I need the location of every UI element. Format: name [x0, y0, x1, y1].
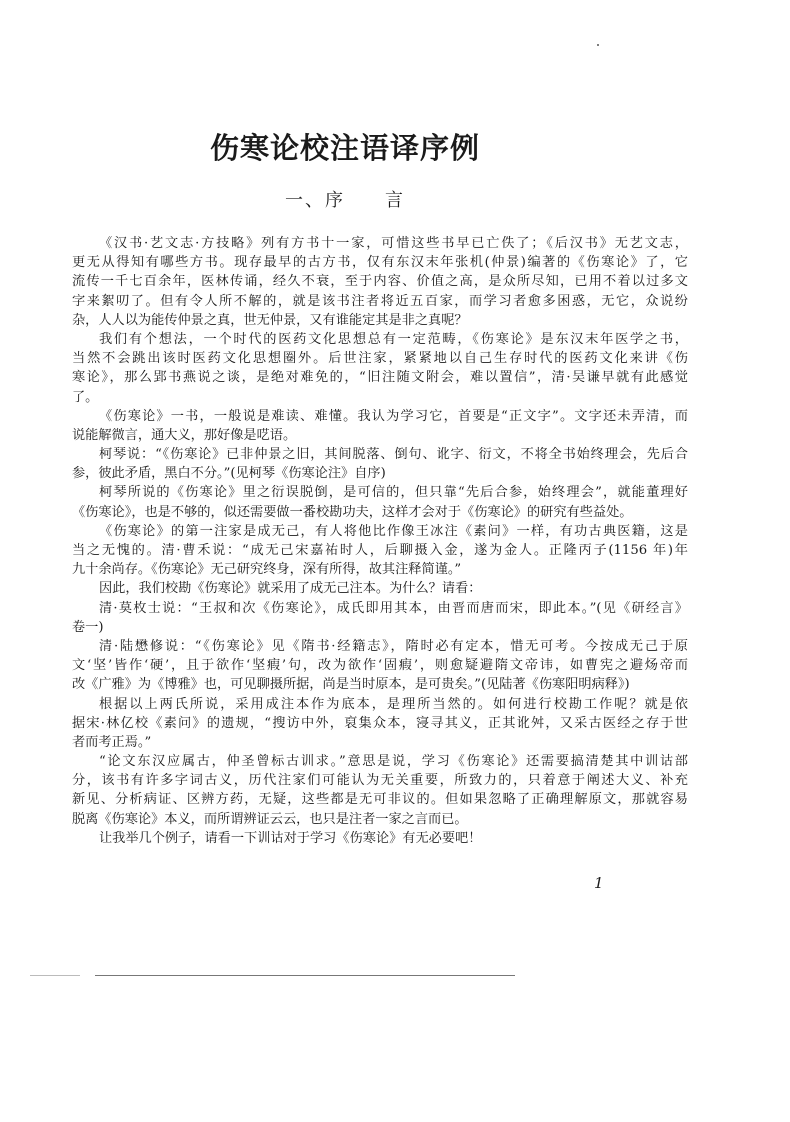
paragraph — [72, 752, 688, 829]
text-line: 分，该书有许多字词古义，历代注家们可能认为无关重要，所致力的，只着意于阐述大义、补充 — [72, 773, 688, 789]
text-line: 新见、分析病证、区辨方药，无疑，这些都是无可非议的。但如果忽略了正确理解原文，那就容易 — [72, 792, 688, 808]
text-line: 因此，我们校勘《伤寒论》就采用了成无己注本。为什么？请看： — [99, 581, 482, 597]
text-line: 《伤寒论》的第一注家是成无己，有人将他比作像王冰注《素问》一样，有功古典医籍，这是 — [99, 523, 688, 539]
text-line: 根据以上两氏所说，采用成注本作为底本，是理所当然的。如何进行校勘工作呢？就是依 — [99, 696, 688, 712]
text-line: 据宋·林亿校《素问》的遗规，“搜访中外，裒集众本，寖寻其义，正其讹舛，又采古医经之存于世 — [72, 715, 688, 731]
document-body — [72, 234, 688, 848]
text-line: 寒论》，那么郢书燕说之谈，是绝对难免的，“旧注随文附会，难以置信”，清·吴谦早就有此感觉 — [72, 370, 688, 386]
text-line: 当之无愧的。清·曹禾说：“成无己宋嘉祐时人，后聊摄入金，遂为金人。正隆丙子(1156 年)年 — [72, 543, 688, 558]
text-line: 当然不会跳出该时医药文化思想圈外。后世注家，紧紧地以自己生存时代的医药文化来讲《伤 — [72, 351, 688, 367]
paragraph — [72, 407, 688, 445]
document-title: 伤寒论校注语译序例 — [209, 131, 480, 165]
text-line: 九十余尚存。《伤寒论》无己研究终身，深有所得，故其注释简谨。” — [72, 562, 462, 578]
paragraph — [72, 579, 688, 598]
paragraph — [72, 445, 688, 483]
text-line: 改《广雅》为《博雅》也，可见聊摄所据，尚是当时原本，是可贵矣。”(见陆著《伤寒阳明病释》) — [72, 677, 630, 693]
paragraph — [72, 695, 688, 753]
text-line: “论文东汉应属古，仲圣曾标古训求。”意思是说，学习《伤寒论》还需要搞清楚其中训诂部 — [99, 754, 688, 770]
scan-edge-line — [30, 975, 80, 976]
paragraph — [72, 599, 688, 637]
scan-speck — [597, 44, 599, 46]
section-heading: 一、序 言 — [285, 190, 405, 211]
text-line: 文‘坚’皆作‘硬’，且于欲作‘坚瘕’句，改为欲作‘固瘕’，则愈疑避隋文帝讳，如曹宪之避炀帝而 — [72, 658, 688, 674]
text-line: 清·莫枚士说：“王叔和次《伤寒论》，成氏即用其本，由晋而唐而宋，即此本。”(见《研经言》 — [99, 600, 688, 616]
text-line: 清·陆懋修说：“《伤寒论》见《隋书·经籍志》，隋时必有定本，惜无可考。今按成无己于原 — [99, 638, 688, 654]
page-number: 1 — [594, 874, 604, 892]
paragraph — [72, 829, 688, 848]
text-line: 脱离《伤寒论》本义，而所谓辨证云云，也只是注者一家之言而已。 — [72, 811, 468, 827]
text-line: 更无从得知有哪些方书。现存最早的古方书，仅有东汉末年张机(仲景)编著的《伤寒论》了，它 — [72, 255, 688, 271]
text-line: 流传一千七百余年，医林传诵，经久不衰，至于内容、价值之高，是众所尽知，已用不着以过多文 — [72, 274, 688, 290]
paragraph — [72, 483, 688, 521]
text-line: 参，彼此矛盾，黑白不分。”(见柯琴《伤寒论注》自序) — [72, 466, 386, 482]
paragraph — [72, 522, 688, 580]
text-line: 柯琴所说的《伤寒论》里之衍误脱倒，是可信的，但只靠“先后合参，始终理会”，就能董理好 — [99, 485, 688, 501]
text-line: 了。 — [72, 389, 99, 405]
text-line: 柯琴说：“《伤寒论》已非仲景之旧，其间脱落、倒句、讹字、衍文，不将全书始终理会，先后合 — [99, 447, 688, 463]
text-line: 卷一) — [72, 619, 104, 635]
paragraph — [72, 330, 688, 407]
text-line: 《伤寒论》，也是不够的，似还需要做一番校勘功夫，这样才会对于《伤寒论》的研究有些益处。 — [72, 504, 633, 520]
footer-rule — [95, 975, 515, 976]
text-line: 我们有个想法，一个时代的医药文化思想总有一定范畴，《伤寒论》是东汉末年医学之书， — [99, 331, 688, 347]
paragraph — [72, 637, 688, 695]
text-line: 字来絮叨了。但有令人所不解的，就是该书注者将近五百家，而学习者愈多困惑，无它，众说纷 — [72, 293, 688, 309]
text-line: 说能解微言，通大义，那好像是呓语。 — [72, 427, 297, 443]
text-line: 者而考正焉。” — [72, 734, 152, 750]
paragraph — [72, 234, 688, 330]
text-line: 《伤寒论》一书，一般说是难读、难懂。我认为学习它，首要是“正文字”。文字还未弄清，而 — [99, 408, 688, 424]
text-line: 让我举几个例子，请看一下训诂对于学习《伤寒论》有无必要吧！ — [99, 830, 482, 846]
text-line: 《汉书·艺文志·方技略》列有方书十一家，可惜这些书早已亡佚了；《后汉书》无艺文志， — [99, 236, 688, 251]
text-line: 杂，人人以为能传仲景之真，世无仲景，又有谁能定其是非之真呢？ — [72, 312, 468, 328]
